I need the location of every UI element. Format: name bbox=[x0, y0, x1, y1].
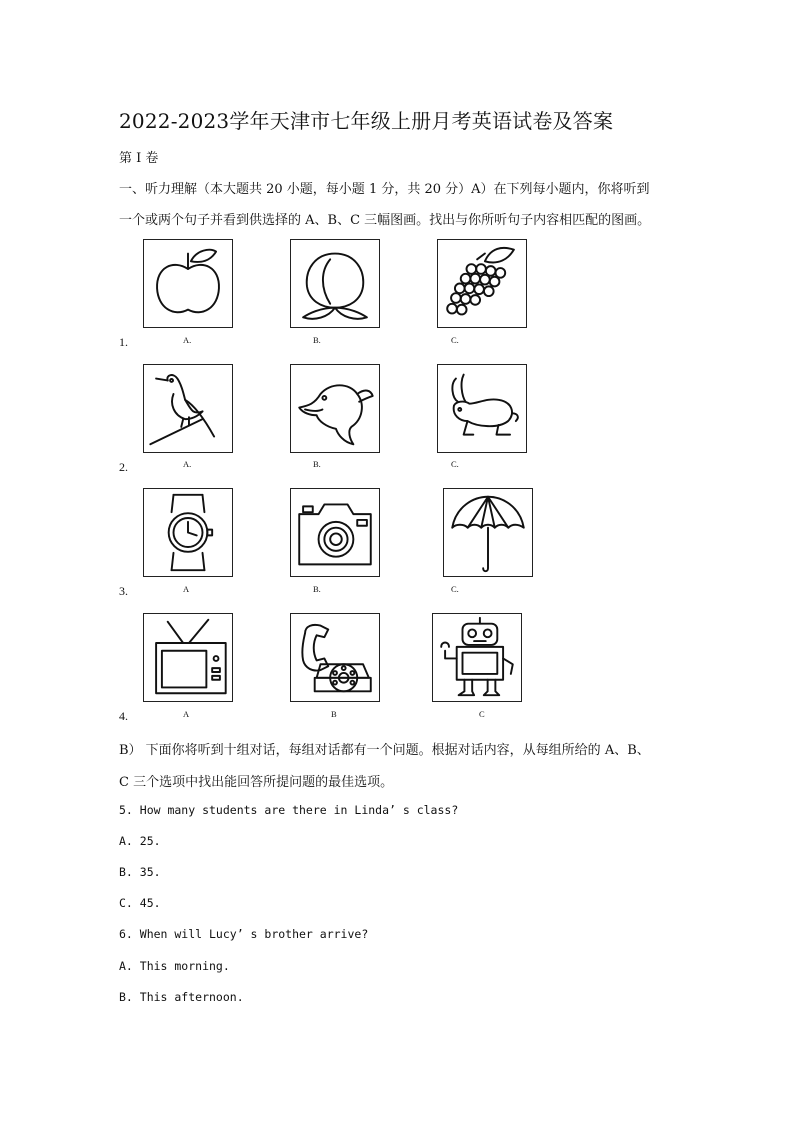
tv-icon[interactable] bbox=[143, 613, 233, 702]
answer-option[interactable]: A. This morning. bbox=[119, 959, 230, 973]
option-caption: C. bbox=[451, 335, 459, 345]
exam-title: 2022-2023学年天津市七年级上册月考英语试卷及答案 bbox=[119, 109, 614, 133]
question-number: 2. bbox=[119, 460, 128, 474]
question-number: 3. bbox=[119, 584, 128, 598]
option-caption: C bbox=[479, 709, 485, 719]
option-caption: C. bbox=[451, 584, 459, 594]
question-stem: 6. When will Lucy’ s brother arrive? bbox=[119, 927, 369, 941]
option-caption: A. bbox=[183, 335, 192, 345]
rabbit-icon[interactable] bbox=[437, 364, 527, 453]
section-a-instructions-line2: 一个或两个句子并看到供选择的 A、B、C 三幅图画。找出与你所听句子内容相匹配的图画。 bbox=[119, 213, 651, 228]
bird-icon[interactable] bbox=[143, 364, 233, 453]
section-a-instructions-line1: 一、听力理解（本大题共 20 小题，每小题 1 分，共 20 分）A）在下列每小题内，你将听到 bbox=[119, 182, 650, 197]
question-stem: 5. How many students are there in Linda’ s class? bbox=[119, 803, 459, 817]
option-caption: A bbox=[183, 709, 190, 719]
peach-icon[interactable] bbox=[290, 239, 380, 328]
telephone-icon[interactable] bbox=[290, 613, 380, 702]
section-b-instructions-line1: B） 下面你将听到十组对话，每组对话都有一个问题。根据对话内容，从每组所给的 A、B、 bbox=[119, 743, 650, 758]
answer-option[interactable]: A. 25. bbox=[119, 834, 161, 848]
question-number: 1. bbox=[119, 335, 128, 349]
grapes-icon[interactable] bbox=[437, 239, 527, 328]
section-b-instructions-line2: C 三个选项中找出能回答所提问题的最佳选项。 bbox=[119, 775, 394, 790]
option-caption: B. bbox=[313, 584, 321, 594]
umbrella-icon[interactable] bbox=[443, 488, 533, 577]
option-caption: A. bbox=[183, 459, 192, 469]
option-caption: C. bbox=[451, 459, 459, 469]
answer-option[interactable]: C. 45. bbox=[119, 896, 161, 910]
volume-label: 第 I 卷 bbox=[119, 151, 159, 166]
camera-icon[interactable] bbox=[290, 488, 380, 577]
question-number: 4. bbox=[119, 709, 128, 723]
option-caption: A bbox=[183, 584, 190, 594]
answer-option[interactable]: B. This afternoon. bbox=[119, 990, 244, 1004]
option-caption: B. bbox=[313, 335, 321, 345]
option-caption: B bbox=[331, 709, 337, 719]
apple-icon[interactable] bbox=[143, 239, 233, 328]
answer-option[interactable]: B. 35. bbox=[119, 865, 161, 879]
dolphin-icon[interactable] bbox=[290, 364, 380, 453]
robot-icon[interactable] bbox=[432, 613, 522, 702]
option-caption: B. bbox=[313, 459, 321, 469]
watch-icon[interactable] bbox=[143, 488, 233, 577]
